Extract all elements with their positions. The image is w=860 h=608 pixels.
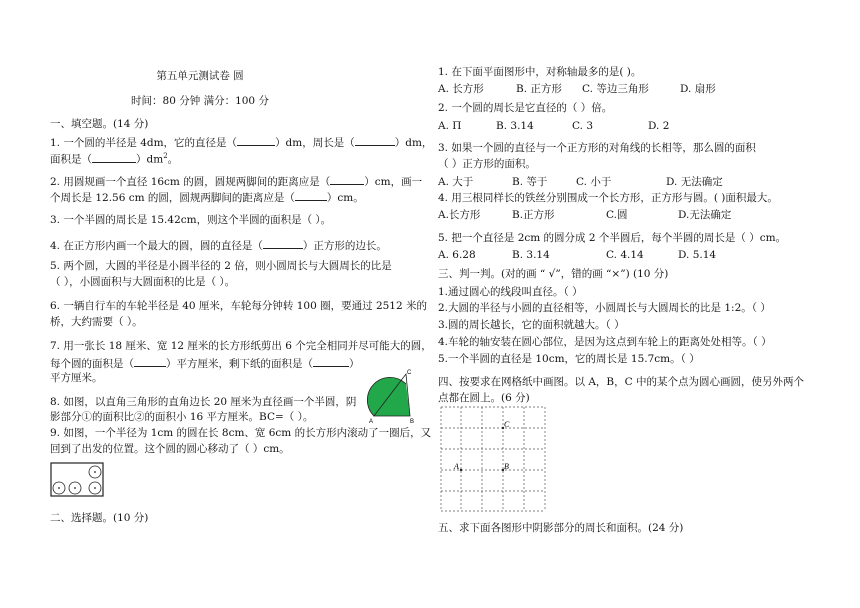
question-1-line-1: 1. 一个圆的半径是 4dm，它的直径是（ ）dm，周长是（ ）dm， xyxy=(50,137,433,149)
choice-q1: 1. 在下面平面图形中，对称轴最多的是( )。 xyxy=(438,66,642,78)
section-2-title: 二、选择题。(10 分) xyxy=(50,512,149,524)
judge-4: 4.车轮的轴安装在圆心部位，是因为这点到车轮上的距离处处相等。（ ） xyxy=(438,336,772,348)
label-b: B xyxy=(410,419,415,424)
section-4-line-2: 点都在圆上。(6 分) xyxy=(438,392,530,404)
triangle-semicircle-figure xyxy=(366,368,418,424)
question-5-line-2: （ ），小圆面积与大圆面积的比是（ ）。 xyxy=(50,276,236,288)
question-2-line-1: 2. 用圆规画一个直径 16cm 的圆，圆规两脚间的距离应是（ ）cm，画一 xyxy=(50,176,423,188)
point-a xyxy=(460,469,462,471)
question-9-line-1: 9. 如图，一个半径为 1cm 的圆在长 8cm、宽 6cm 的长方形内滚动了一圈后，又 xyxy=(50,427,432,439)
question-2-line-2: 个周长是 12.56 cm 的圆，圆规两脚间的距离应是（ ）cm。 xyxy=(50,192,364,204)
choice-q1-options: A. 长方形 B. 正方形 C. 等边三角形 D. 扇形 xyxy=(438,83,716,95)
choice-q4-options: A.长方形 B.正方形 C.圆 D.无法确定 xyxy=(438,209,732,221)
choice-q3-options: A. 大于 B. 等于 C. 小于 D. 无法确定 xyxy=(438,176,723,188)
choice-q5-options: A. 6.28 B. 3.14 C. 4.14 D. 5.14 xyxy=(438,249,717,261)
question-3: 3. 一个半圆的周长是 15.42cm，则这个半圆的面积是（ ）。 xyxy=(50,214,332,226)
question-8-line-1: 8. 如图，以直角三角形的直角边长 20 厘米为直径画一个半圆，阴 xyxy=(50,396,357,408)
grid-paper xyxy=(440,405,546,513)
choice-q3-line-1: 3. 如果一个圆的直径与一个正方形的对角线的长相等，那么圆的面积 xyxy=(438,142,756,154)
label-c: C xyxy=(407,370,412,376)
rolling-circle-figure xyxy=(50,462,104,498)
choice-q2-options: A. Π B. 3.14 C. 3 D. 2 xyxy=(438,120,670,132)
choice-q2: 2. 一个圆的周长是它直径的（ ）倍。 xyxy=(438,102,613,114)
judge-2: 2.大圆的半径与小圆的直径相等，小圆周长与大圆周长的比是 1:2。（ ） xyxy=(438,302,771,314)
question-6-line-1: 6. 一辆自行车的车轮半径是 40 厘米，车轮每分钟转 100 圈，要通过 2512 米的 xyxy=(50,300,428,312)
time-score: 时间：80 分钟 满分：100 分 xyxy=(131,95,269,107)
question-7-line-3: 平方厘米。 xyxy=(50,372,103,384)
label-a: A xyxy=(454,462,459,471)
label-c: C xyxy=(504,420,510,429)
judge-5: 5.一个半圆的直径是 10cm，它的周长是 15.7cm。（ ） xyxy=(438,353,700,365)
question-6-line-2: 桥，大约需要（ ）。 xyxy=(50,316,143,328)
question-9-line-2: 回到了出发的位置。这个圆的圆心移动了（ ）cm。 xyxy=(50,443,290,455)
page-title: 第五单元测试卷 圆 xyxy=(156,70,244,82)
question-7-line-1: 7. 用一张长 18 厘米、宽 12 厘米的长方形纸剪出 6 个完全相同并尽可能大的圆， xyxy=(50,340,432,352)
section-4-line-1: 四、按要求在网格纸中画图。以 A，B，C 中的某个点为圆心画圆，使另外两个 xyxy=(438,376,805,388)
label-b: B xyxy=(504,462,509,471)
question-1-line-2: 面积是（ ）$dm^2$。 xyxy=(50,152,179,166)
section-3-title: 三、判一判。(对的画 “ √”，错的画 “×”) (10 分) xyxy=(438,268,669,280)
question-7-line-2: 每个圆的面积是（ ）平方厘米，剩下纸的面积是（ ） xyxy=(50,358,360,370)
rectangle-outline xyxy=(51,463,103,496)
judge-3: 3.圆的周长越长，它的面积就越大。（ ） xyxy=(438,319,625,331)
question-4: 4. 在正方形内画一个最大的圆，圆的直径是（ ）正方形的边长。 xyxy=(50,240,387,252)
choice-q5: 5. 把一个直径是 2cm 的圆分成 2 个半圆后，每个半圆的周长是（ ）cm。 xyxy=(438,232,787,244)
choice-q3-line-2: （ ）正方形的面积。 xyxy=(438,158,536,170)
section-1-title: 一、填空题。(14 分) xyxy=(50,118,149,130)
judge-1: 1.通过圆心的线段叫直径。（ ） xyxy=(438,286,583,298)
label-a: A xyxy=(369,419,374,424)
question-8-line-2: 影部分①的面积比②的面积小 16 平方厘米。BC=（ ）。 xyxy=(50,411,314,423)
question-5-line-1: 5. 两个圆，大圆的半径是小圆半径的 2 倍，则小圆周长与大圆周长的比是 xyxy=(50,260,392,272)
choice-q4: 4. 用三根同样长的铁丝分别围成一个长方形，正方形与圆。( )面积最大。 xyxy=(438,192,778,204)
section-5-title: 五、求下面各图形中阴影部分的周长和面积。(24 分) xyxy=(438,522,684,534)
